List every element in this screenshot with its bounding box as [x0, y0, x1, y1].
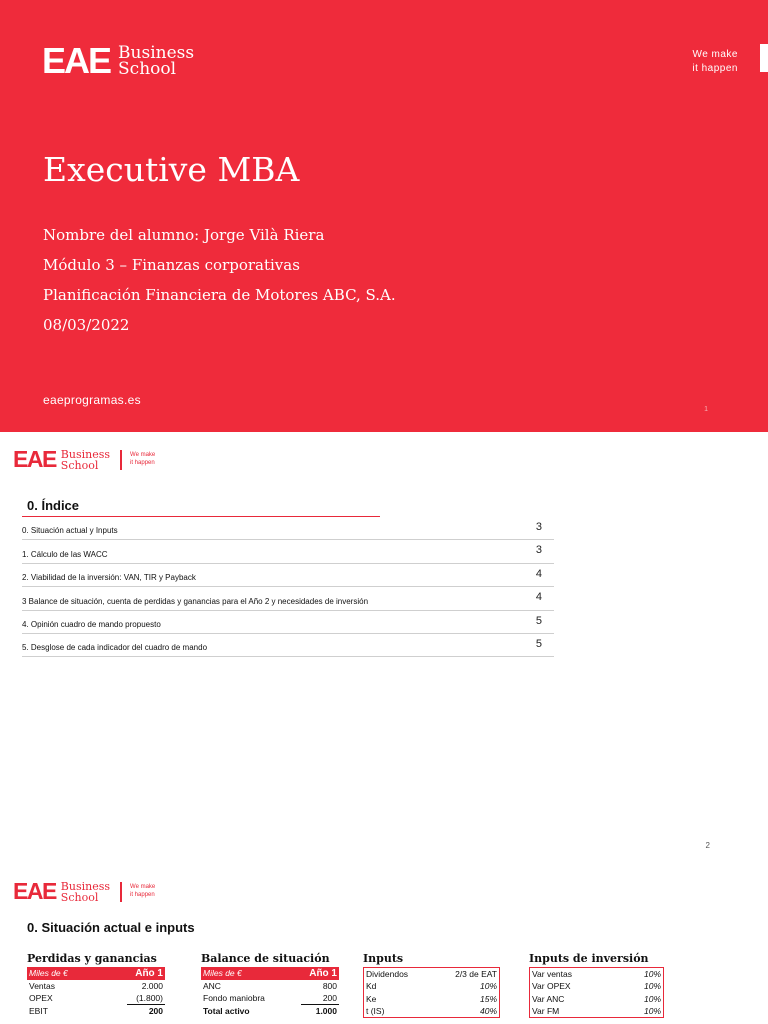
toc-item-page: 5: [535, 614, 542, 627]
row-value: 10%: [643, 981, 661, 992]
eae-logo: [13, 878, 155, 905]
row-value: 10%: [643, 969, 661, 979]
cover-details: [43, 224, 396, 344]
logo-tagline-line-1: We make: [130, 452, 156, 459]
table-row: [530, 980, 664, 993]
pyg-title: Perdidas y ganancias: [27, 952, 157, 965]
table-row: [530, 993, 664, 1006]
row-label: Var ANC: [532, 993, 565, 1004]
logo-business-school: [61, 881, 110, 903]
student-name: Nombre del alumno: Jorge Vilà Riera: [43, 226, 325, 244]
toc-item[interactable]: [22, 517, 554, 540]
row-label: Ventas: [29, 980, 55, 991]
row-value: 40%: [479, 1006, 497, 1016]
row-label: Kd: [366, 981, 377, 992]
row-value: 200: [148, 1006, 163, 1016]
row-value: 800: [322, 980, 337, 991]
row-label: Fondo maniobra: [203, 993, 265, 1004]
table-row: [364, 993, 500, 1006]
row-value: 15%: [479, 993, 497, 1004]
table-row: [364, 968, 500, 981]
toc-item-label: 4. Opinión cuadro de mando propuesto: [22, 619, 161, 629]
toc-item-page: 4: [535, 591, 542, 604]
row-value: 2/3 de EAT: [455, 969, 497, 979]
row-label: Var ventas: [532, 969, 573, 979]
toc-item-page: 5: [535, 637, 542, 650]
inputs-title: Inputs: [363, 952, 404, 965]
header-value: Año 1: [127, 967, 165, 980]
row-label: Var FM: [532, 1006, 560, 1016]
table-header-row: [201, 967, 339, 980]
toc-item-label: 1. Cálculo de las WACC: [22, 549, 108, 559]
table-row: [201, 980, 339, 993]
toc-item-label: 5. Desglose de cada indicador del cuadro de mando: [22, 643, 208, 653]
logo-eae-text: EAE: [13, 878, 56, 904]
row-label: EBIT: [29, 1005, 48, 1016]
toc-item-page: 3: [535, 544, 542, 557]
row-label: OPEX: [29, 993, 53, 1004]
logo-eae-text: EAE: [42, 40, 111, 81]
row-label: ANC: [203, 980, 221, 991]
row-value: 200: [301, 992, 339, 1005]
table-of-contents: [22, 517, 554, 657]
toc-item[interactable]: [22, 587, 554, 610]
index-page: [0, 432, 768, 864]
tagline-bar: [760, 44, 768, 72]
tagline-line-2: it happen: [692, 62, 738, 74]
table-row: [530, 968, 664, 981]
page-number: 2: [705, 841, 710, 850]
logo-school-text: School: [118, 59, 177, 79]
eae-logo: [13, 446, 155, 473]
header-label: Miles de €: [27, 967, 127, 980]
inputs-table: [363, 967, 500, 1018]
table-row: [530, 1005, 664, 1018]
table-row: [27, 992, 165, 1005]
logo-tagline-line-2: it happen: [130, 459, 155, 466]
section-title: 0. Situación actual e inputs: [27, 920, 195, 935]
row-value: 10%: [643, 1006, 661, 1016]
website-link[interactable]: eaeprogramas.es: [43, 393, 141, 407]
logo-tagline: [130, 884, 155, 898]
pyg-table: [27, 967, 165, 1017]
table-row: [201, 992, 339, 1005]
row-label: Total activo: [203, 1005, 250, 1016]
inputs-table-block: [363, 952, 500, 1018]
toc-item-page: 4: [535, 567, 542, 580]
table-row: [27, 1005, 165, 1018]
toc-item[interactable]: [22, 634, 554, 657]
project-name: Planificación Financiera de Motores ABC, S.A.: [43, 286, 396, 304]
table-row: [201, 1005, 339, 1018]
header-label: Miles de €: [201, 967, 301, 980]
pyg-table-block: [27, 952, 165, 1017]
logo-school-text: School: [60, 458, 99, 472]
row-value: 1.000: [315, 1006, 337, 1016]
logo-eae-text: EAE: [13, 446, 56, 472]
row-label: Ke: [366, 993, 377, 1004]
logo-tagline: [130, 452, 155, 466]
balance-table-block: [201, 952, 339, 1017]
row-label: Var OPEX: [532, 981, 571, 992]
investment-inputs-table: [529, 967, 664, 1018]
section-title: 0. Índice: [27, 498, 80, 513]
balance-table: [201, 967, 339, 1017]
toc-item-label: 0. Situación actual y Inputs: [22, 526, 118, 536]
table-row: [364, 980, 500, 993]
row-value: 10%: [479, 981, 497, 992]
table-header-row: [27, 967, 165, 980]
logo-business-text: Business: [60, 447, 111, 461]
eae-logo: [42, 40, 194, 82]
toc-item-page: 3: [535, 521, 542, 533]
module-name: Módulo 3 – Finanzas corporativas: [43, 256, 300, 274]
logo-business-text: Business: [118, 42, 195, 63]
tagline: [692, 48, 750, 75]
logo-tagline-line-1: We make: [130, 884, 156, 891]
page-number: 1: [704, 406, 708, 413]
investment-inputs-title: Inputs de inversión: [529, 952, 649, 965]
document-date: 08/03/2022: [43, 316, 130, 334]
table-row: [364, 1005, 500, 1018]
toc-item[interactable]: [22, 540, 554, 563]
situation-page: [0, 864, 768, 1024]
toc-item-label: 2. Viabilidad de la inversión: VAN, TIR y Payback: [22, 573, 196, 583]
logo-business-text: Business: [60, 879, 111, 893]
toc-item-label: 3 Balance de situación, cuenta de perdidas y ganancias para el Año 2 y necesidades de inversión: [22, 596, 369, 606]
logo-divider: [120, 882, 122, 902]
row-value: (1.800): [127, 992, 165, 1005]
balance-title: Balance de situación: [201, 952, 330, 965]
tagline-line-1: We make: [692, 49, 738, 60]
table-row: [27, 980, 165, 993]
investment-inputs-table-block: [529, 952, 664, 1018]
row-value: 10%: [643, 993, 661, 1004]
logo-business-school: [118, 42, 195, 79]
row-label: Dividendos: [366, 969, 409, 979]
cover-page: [0, 0, 768, 432]
row-value: 2.000: [141, 980, 163, 991]
row-label: t (IS): [366, 1006, 385, 1016]
toc-item[interactable]: [22, 611, 554, 634]
toc-item[interactable]: [22, 564, 554, 587]
logo-tagline-line-2: it happen: [130, 891, 155, 898]
logo-business-school: [61, 449, 110, 471]
header-value: Año 1: [301, 967, 339, 980]
page-title: Executive MBA: [43, 150, 300, 189]
logo-school-text: School: [60, 890, 99, 904]
logo-divider: [120, 450, 122, 470]
